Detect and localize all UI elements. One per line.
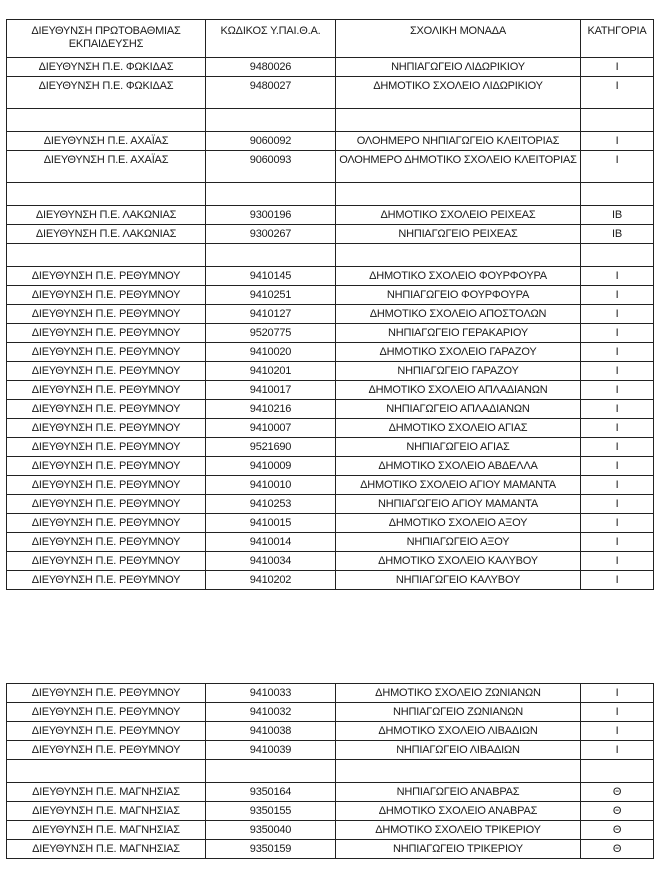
cell-category: ΙΒ: [581, 225, 654, 244]
cell-code: 9350155: [206, 802, 336, 821]
blank-row: [7, 109, 654, 132]
cell-code: 9410034: [206, 552, 336, 571]
cell-directorate: ΔΙΕΥΘΥΝΣΗ Π.Ε. ΡΕΘΥΜΝΟΥ: [7, 476, 206, 495]
cell-category: Ι: [581, 305, 654, 324]
cell-code: 9410039: [206, 741, 336, 760]
cell-code: 9480027: [206, 77, 336, 109]
table-row: [7, 684, 654, 703]
cell-category: Ι: [581, 722, 654, 741]
cell-category: ΙΒ: [581, 206, 654, 225]
cell-category: Ι: [581, 324, 654, 343]
cell-category: Ι: [581, 571, 654, 590]
cell-school: ΝΗΠΙΑΓΩΓΕΙΟ ΛΙΒΑΔΙΩΝ: [336, 741, 581, 760]
cell-directorate: ΔΙΕΥΘΥΝΣΗ Π.Ε. ΡΕΘΥΜΝΟΥ: [7, 571, 206, 590]
cell-directorate: ΔΙΕΥΘΥΝΣΗ Π.Ε. ΜΑΓΝΗΣΙΑΣ: [7, 840, 206, 859]
table-row: [7, 419, 654, 438]
cell-directorate: ΔΙΕΥΘΥΝΣΗ Π.Ε. ΡΕΘΥΜΝΟΥ: [7, 722, 206, 741]
table-row: [7, 132, 654, 151]
table-row: [7, 58, 654, 77]
cell-category: Ι: [581, 552, 654, 571]
cell-category: Ι: [581, 77, 654, 109]
cell-directorate: ΔΙΕΥΘΥΝΣΗ Π.Ε. ΜΑΓΝΗΣΙΑΣ: [7, 821, 206, 840]
cell-directorate: ΔΙΕΥΘΥΝΣΗ Π.Ε. ΡΕΘΥΜΝΟΥ: [7, 438, 206, 457]
table-row: [7, 286, 654, 305]
cell-category: Ι: [581, 741, 654, 760]
cell-category: Ι: [581, 533, 654, 552]
cell-code: 9300267: [206, 225, 336, 244]
table-row: [7, 840, 654, 859]
cell-code: 9410020: [206, 343, 336, 362]
cell-school: ΝΗΠΙΑΓΩΓΕΙΟ ΖΩΝΙΑΝΩΝ: [336, 703, 581, 722]
cell-directorate: ΔΙΕΥΘΥΝΣΗ Π.Ε. ΡΕΘΥΜΝΟΥ: [7, 286, 206, 305]
table-row: [7, 476, 654, 495]
cell-school: ΟΛΟΗΜΕΡΟ ΝΗΠΙΑΓΩΓΕΙΟ ΚΛΕΙΤΟΡΙΑΣ: [336, 132, 581, 151]
cell-category: Ι: [581, 703, 654, 722]
cell-directorate: ΔΙΕΥΘΥΝΣΗ Π.Ε. ΡΕΘΥΜΝΟΥ: [7, 400, 206, 419]
table-row: [7, 225, 654, 244]
table-row: [7, 305, 654, 324]
cell-directorate: ΔΙΕΥΘΥΝΣΗ Π.Ε. ΡΕΘΥΜΝΟΥ: [7, 305, 206, 324]
cell-category: Ι: [581, 132, 654, 151]
cell-school: ΝΗΠΙΑΓΩΓΕΙΟ ΤΡΙΚΕΡΙΟΥ: [336, 840, 581, 859]
cell-school: ΔΗΜΟΤΙΚΟ ΣΧΟΛΕΙΟ ΚΑΛΥΒΟΥ: [336, 552, 581, 571]
cell-code: 9410145: [206, 267, 336, 286]
cell-code: 9410014: [206, 533, 336, 552]
cell-school: ΝΗΠΙΑΓΩΓΕΙΟ ΛΙΔΩΡΙΚΙΟΥ: [336, 58, 581, 77]
cell-code: 9410007: [206, 419, 336, 438]
cell-directorate: ΔΙΕΥΘΥΝΣΗ Π.Ε. ΡΕΘΥΜΝΟΥ: [7, 381, 206, 400]
cell-directorate: ΔΙΕΥΘΥΝΣΗ Π.Ε. ΛΑΚΩΝΙΑΣ: [7, 206, 206, 225]
cell-category: Ι: [581, 381, 654, 400]
cell-code: 9480026: [206, 58, 336, 77]
cell-school: ΔΗΜΟΤΙΚΟ ΣΧΟΛΕΙΟ ΑΓΙΑΣ: [336, 419, 581, 438]
table-row: [7, 703, 654, 722]
cell-category: Ι: [581, 286, 654, 305]
cell-category: Ι: [581, 343, 654, 362]
cell-directorate: ΔΙΕΥΘΥΝΣΗ Π.Ε. ΡΕΘΥΜΝΟΥ: [7, 533, 206, 552]
cell-code: 9410253: [206, 495, 336, 514]
table-row: [7, 802, 654, 821]
cell-category: Ι: [581, 495, 654, 514]
cell-school: ΔΗΜΟΤΙΚΟ ΣΧΟΛΕΙΟ ΑΝΑΒΡΑΣ: [336, 802, 581, 821]
blank-row: [7, 244, 654, 267]
cell-category: Ι: [581, 438, 654, 457]
cell-school: ΝΗΠΙΑΓΩΓΕΙΟ ΚΑΛΥΒΟΥ: [336, 571, 581, 590]
schools-table-2: [6, 683, 654, 859]
cell-school: ΔΗΜΟΤΙΚΟ ΣΧΟΛΕΙΟ ΡΕΙΧΕΑΣ: [336, 206, 581, 225]
table-row: [7, 400, 654, 419]
cell-category: Θ: [581, 821, 654, 840]
cell-directorate: ΔΙΕΥΘΥΝΣΗ Π.Ε. ΡΕΘΥΜΝΟΥ: [7, 343, 206, 362]
cell-directorate: ΔΙΕΥΘΥΝΣΗ Π.Ε. ΜΑΓΝΗΣΙΑΣ: [7, 802, 206, 821]
cell-category: Ι: [581, 267, 654, 286]
cell-code: 9410202: [206, 571, 336, 590]
cell-category: Θ: [581, 802, 654, 821]
cell-school: ΝΗΠΙΑΓΩΓΕΙΟ ΓΕΡΑΚΑΡΙΟΥ: [336, 324, 581, 343]
cell-school: ΔΗΜΟΤΙΚΟ ΣΧΟΛΕΙΟ ΑΒΔΕΛΛΑ: [336, 457, 581, 476]
cell-school: ΝΗΠΙΑΓΩΓΕΙΟ ΑΓΙΟΥ ΜΑΜΑΝΤΑ: [336, 495, 581, 514]
table-row: [7, 571, 654, 590]
cell-directorate: ΔΙΕΥΘΥΝΣΗ Π.Ε. ΡΕΘΥΜΝΟΥ: [7, 362, 206, 381]
cell-school: ΔΗΜΟΤΙΚΟ ΣΧΟΛΕΙΟ ΑΠΛΑΔΙΑΝΩΝ: [336, 381, 581, 400]
cell-directorate: ΔΙΕΥΘΥΝΣΗ Π.Ε. ΡΕΘΥΜΝΟΥ: [7, 457, 206, 476]
cell-category: Ι: [581, 419, 654, 438]
cell-code: 9300196: [206, 206, 336, 225]
cell-code: 9521690: [206, 438, 336, 457]
cell-code: 9410201: [206, 362, 336, 381]
table-row: [7, 722, 654, 741]
cell-school: ΟΛΟΗΜΕΡΟ ΔΗΜΟΤΙΚΟ ΣΧΟΛΕΙΟ ΚΛΕΙΤΟΡΙΑΣ: [336, 151, 581, 183]
cell-category: Ι: [581, 58, 654, 77]
table-row: [7, 552, 654, 571]
cell-school: ΝΗΠΙΑΓΩΓΕΙΟ ΡΕΙΧΕΑΣ: [336, 225, 581, 244]
cell-code: 9410009: [206, 457, 336, 476]
table-row: [7, 821, 654, 840]
cell-directorate: ΔΙΕΥΘΥΝΣΗ Π.Ε. ΡΕΘΥΜΝΟΥ: [7, 741, 206, 760]
table-row: [7, 206, 654, 225]
cell-directorate: ΔΙΕΥΘΥΝΣΗ Π.Ε. ΡΕΘΥΜΝΟΥ: [7, 552, 206, 571]
table-row: [7, 267, 654, 286]
cell-school: ΔΗΜΟΤΙΚΟ ΣΧΟΛΕΙΟ ΖΩΝΙΑΝΩΝ: [336, 684, 581, 703]
header-row: [7, 20, 654, 58]
table-row: [7, 533, 654, 552]
cell-directorate: ΔΙΕΥΘΥΝΣΗ Π.Ε. ΦΩΚΙΔΑΣ: [7, 58, 206, 77]
table-row: [7, 151, 654, 183]
cell-code: 9410127: [206, 305, 336, 324]
header-directorate: ΔΙΕΥΘΥΝΣΗ ΠΡΩΤΟΒΑΘΜΙΑΣ ΕΚΠΑΙΔΕΥΣΗΣ: [7, 20, 206, 58]
cell-category: Ι: [581, 151, 654, 183]
cell-code: 9060093: [206, 151, 336, 183]
cell-school: ΔΗΜΟΤΙΚΟ ΣΧΟΛΕΙΟ ΛΙΔΩΡΙΚΙΟΥ: [336, 77, 581, 109]
blank-row: [7, 183, 654, 206]
cell-directorate: ΔΙΕΥΘΥΝΣΗ Π.Ε. ΡΕΘΥΜΝΟΥ: [7, 419, 206, 438]
cell-category: Ι: [581, 457, 654, 476]
cell-category: Ι: [581, 400, 654, 419]
table-row: [7, 381, 654, 400]
cell-code: 9410251: [206, 286, 336, 305]
blank-row: [7, 760, 654, 783]
header-school: ΣΧΟΛΙΚΗ ΜΟΝΑΔΑ: [336, 20, 581, 58]
cell-directorate: ΔΙΕΥΘΥΝΣΗ Π.Ε. ΜΑΓΝΗΣΙΑΣ: [7, 783, 206, 802]
cell-school: ΔΗΜΟΤΙΚΟ ΣΧΟΛΕΙΟ ΑΠΟΣΤΟΛΩΝ: [336, 305, 581, 324]
cell-code: 9410032: [206, 703, 336, 722]
cell-category: Ι: [581, 362, 654, 381]
cell-school: ΔΗΜΟΤΙΚΟ ΣΧΟΛΕΙΟ ΛΙΒΑΔΙΩΝ: [336, 722, 581, 741]
cell-directorate: ΔΙΕΥΘΥΝΣΗ Π.Ε. ΑΧΑΪΑΣ: [7, 151, 206, 183]
table-row: [7, 343, 654, 362]
cell-directorate: ΔΙΕΥΘΥΝΣΗ Π.Ε. ΡΕΘΥΜΝΟΥ: [7, 684, 206, 703]
cell-school: ΝΗΠΙΑΓΩΓΕΙΟ ΑΞΟΥ: [336, 533, 581, 552]
cell-school: ΔΗΜΟΤΙΚΟ ΣΧΟΛΕΙΟ ΦΟΥΡΦΟΥΡΑ: [336, 267, 581, 286]
cell-school: ΝΗΠΙΑΓΩΓΕΙΟ ΑΓΙΑΣ: [336, 438, 581, 457]
cell-category: Ι: [581, 476, 654, 495]
cell-school: ΔΗΜΟΤΙΚΟ ΣΧΟΛΕΙΟ ΤΡΙΚΕΡΙΟΥ: [336, 821, 581, 840]
cell-code: 9410216: [206, 400, 336, 419]
cell-category: Ι: [581, 514, 654, 533]
cell-code: 9410038: [206, 722, 336, 741]
cell-code: 9350164: [206, 783, 336, 802]
table-row: [7, 783, 654, 802]
cell-directorate: ΔΙΕΥΘΥΝΣΗ Π.Ε. ΡΕΘΥΜΝΟΥ: [7, 267, 206, 286]
table-row: [7, 362, 654, 381]
cell-code: 9350040: [206, 821, 336, 840]
cell-code: 9410015: [206, 514, 336, 533]
cell-category: Θ: [581, 840, 654, 859]
cell-code: 9060092: [206, 132, 336, 151]
cell-directorate: ΔΙΕΥΘΥΝΣΗ Π.Ε. ΡΕΘΥΜΝΟΥ: [7, 703, 206, 722]
header-category: ΚΑΤΗΓΟΡΙΑ: [581, 20, 654, 58]
cell-school: ΔΗΜΟΤΙΚΟ ΣΧΟΛΕΙΟ ΑΞΟΥ: [336, 514, 581, 533]
table-row: [7, 741, 654, 760]
table-row: [7, 514, 654, 533]
cell-school: ΔΗΜΟΤΙΚΟ ΣΧΟΛΕΙΟ ΑΓΙΟΥ ΜΑΜΑΝΤΑ: [336, 476, 581, 495]
schools-table-1: [6, 19, 654, 590]
table-row: [7, 77, 654, 109]
table-row: [7, 457, 654, 476]
cell-code: 9520775: [206, 324, 336, 343]
cell-code: 9350159: [206, 840, 336, 859]
cell-directorate: ΔΙΕΥΘΥΝΣΗ Π.Ε. ΛΑΚΩΝΙΑΣ: [7, 225, 206, 244]
cell-school: ΝΗΠΙΑΓΩΓΕΙΟ ΑΝΑΒΡΑΣ: [336, 783, 581, 802]
table-row: [7, 495, 654, 514]
cell-school: ΝΗΠΙΑΓΩΓΕΙΟ ΦΟΥΡΦΟΥΡΑ: [336, 286, 581, 305]
cell-directorate: ΔΙΕΥΘΥΝΣΗ Π.Ε. ΡΕΘΥΜΝΟΥ: [7, 514, 206, 533]
cell-school: ΔΗΜΟΤΙΚΟ ΣΧΟΛΕΙΟ ΓΑΡΑΖΟΥ: [336, 343, 581, 362]
table-row: [7, 324, 654, 343]
cell-code: 9410010: [206, 476, 336, 495]
cell-directorate: ΔΙΕΥΘΥΝΣΗ Π.Ε. ΡΕΘΥΜΝΟΥ: [7, 495, 206, 514]
cell-school: ΝΗΠΙΑΓΩΓΕΙΟ ΓΑΡΑΖΟΥ: [336, 362, 581, 381]
cell-code: 9410033: [206, 684, 336, 703]
cell-directorate: ΔΙΕΥΘΥΝΣΗ Π.Ε. ΡΕΘΥΜΝΟΥ: [7, 324, 206, 343]
cell-category: Ι: [581, 684, 654, 703]
cell-directorate: ΔΙΕΥΘΥΝΣΗ Π.Ε. ΦΩΚΙΔΑΣ: [7, 77, 206, 109]
cell-code: 9410017: [206, 381, 336, 400]
table-row: [7, 438, 654, 457]
header-code: ΚΩΔΙΚΟΣ Υ.ΠΑΙ.Θ.Α.: [206, 20, 336, 58]
cell-directorate: ΔΙΕΥΘΥΝΣΗ Π.Ε. ΑΧΑΪΑΣ: [7, 132, 206, 151]
cell-school: ΝΗΠΙΑΓΩΓΕΙΟ ΑΠΛΑΔΙΑΝΩΝ: [336, 400, 581, 419]
cell-category: Θ: [581, 783, 654, 802]
